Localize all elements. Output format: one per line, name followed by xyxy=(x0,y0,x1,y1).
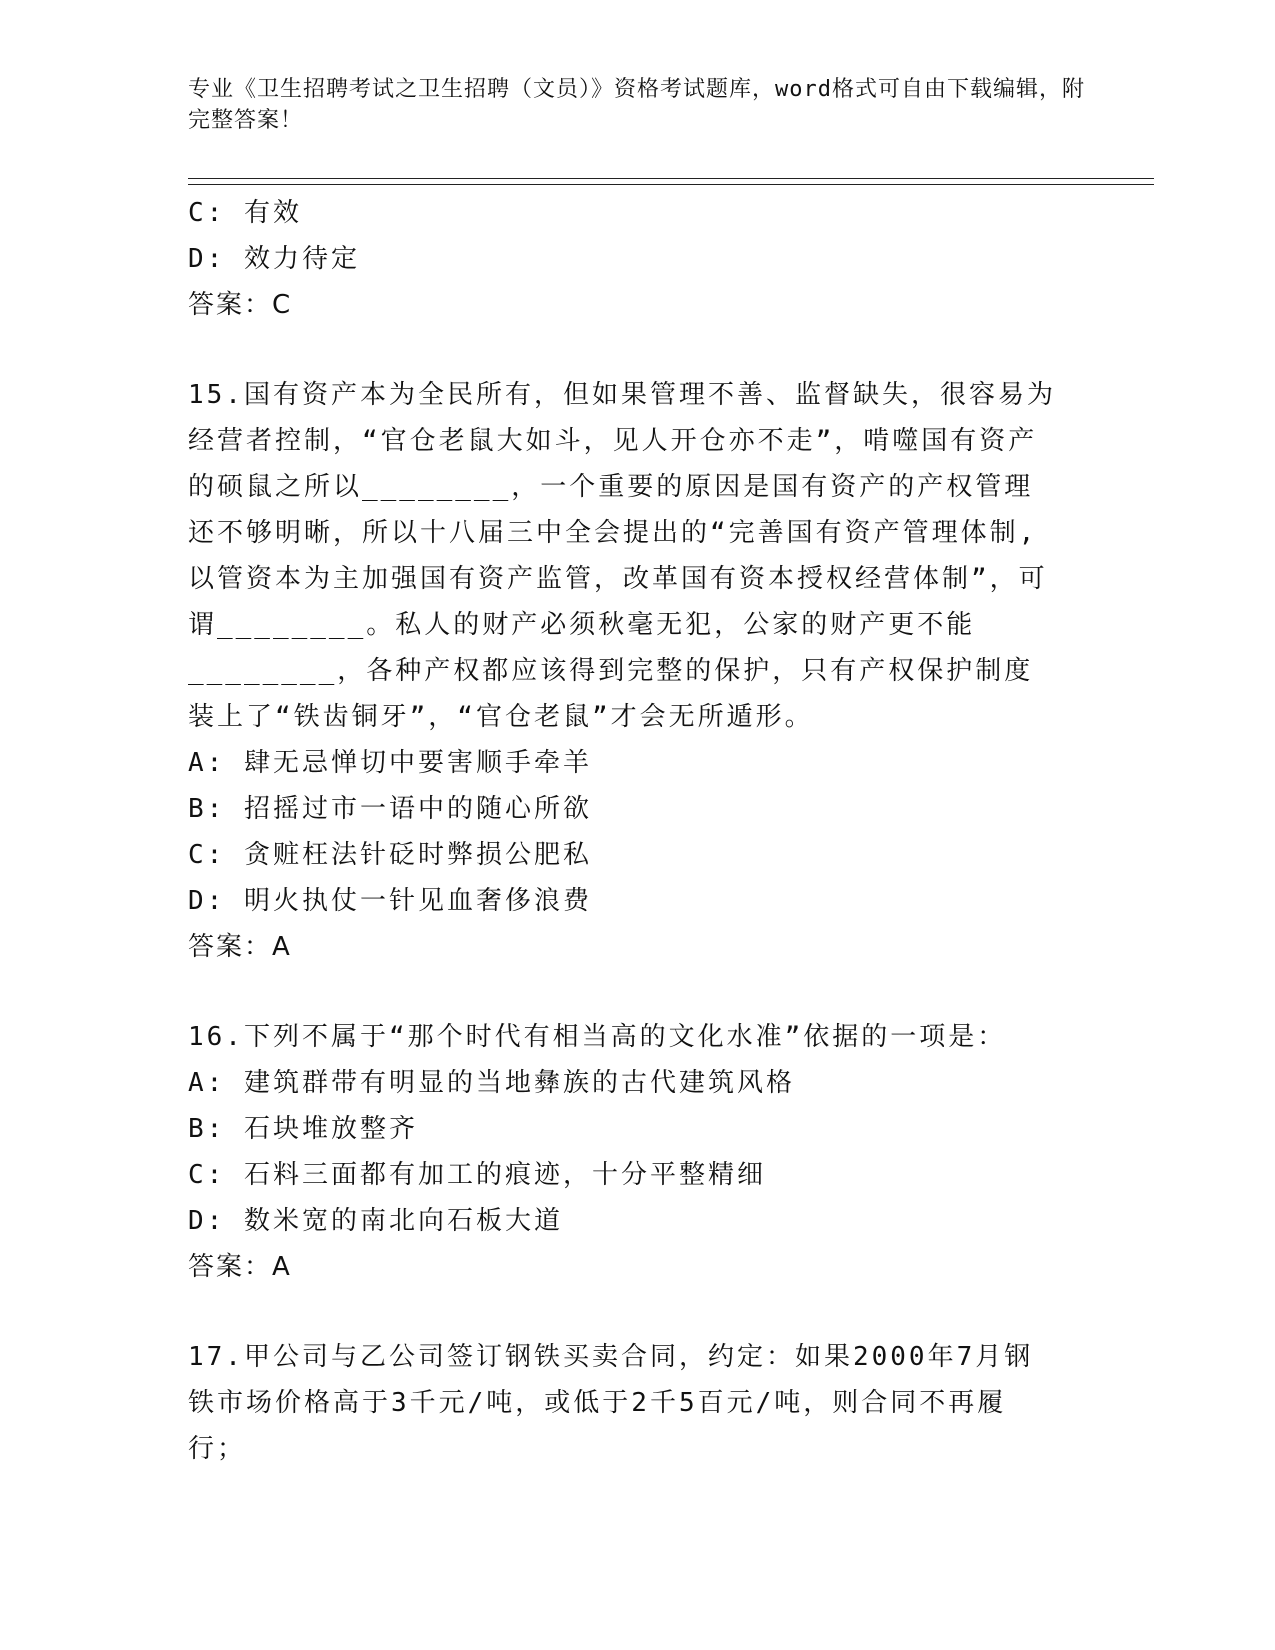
question-text: 15.国有资产本为全民所有，但如果管理不善、监督缺失，很容易为经营者控制，“官仓老鼠大如斗，见人开仓亦不走”，啃噬国有资产的硕鼠之所以________，一个重要的原因是国有资产的产权管理还不够明晰，所以十八届三中全会提出的“完善国有资产管理体制,以管资本为主加强国有资产监管，改革国有资本授权经营体制”，可谓________。私人的财产必须秋毫无犯，公家的财产更不能________，各种产权都应该得到完整的保护，只有产权保护制度装上了“铁齿铜牙”，“官仓老鼠”才会无所遁形。 xyxy=(188,380,1056,732)
option-c: C: 有效 xyxy=(188,198,302,228)
option-a: A: 建筑群带有明显的当地彝族的古代建筑风格 xyxy=(188,1068,795,1098)
option-d: D: 明火执仗一针见血奢侈浪费 xyxy=(188,886,592,916)
question-text: 16.下列不属于“那个时代有相当高的文化水准”依据的一项是： xyxy=(188,1022,1007,1052)
question-15 xyxy=(188,372,1088,970)
option-b: B: 石块堆放整齐 xyxy=(188,1114,418,1144)
option-c: C: 贪赃枉法针砭时弊损公肥私 xyxy=(188,840,592,870)
option-a: A: 肆无忌惮切中要害顺手牵羊 xyxy=(188,748,592,778)
question-17 xyxy=(188,1334,1088,1472)
page-header: 专业《卫生招聘考试之卫生招聘（文员）》资格考试题库，word格式可自由下载编辑，附完整答案！ xyxy=(188,77,1085,133)
header-rule-bottom xyxy=(188,184,1154,185)
spacer xyxy=(188,970,1088,1014)
spacer xyxy=(188,328,1088,372)
header-rule-top xyxy=(188,178,1154,179)
previous-question-tail xyxy=(188,190,1088,328)
option-c: C: 石料三面都有加工的痕迹，十分平整精细 xyxy=(188,1160,766,1190)
question-content xyxy=(188,190,1088,1472)
option-d: D: 效力待定 xyxy=(188,244,360,274)
answer: 答案：A xyxy=(188,1252,292,1282)
answer: 答案：C xyxy=(188,290,293,320)
question-16 xyxy=(188,1014,1088,1290)
option-b: B: 招摇过市一语中的随心所欲 xyxy=(188,794,592,824)
spacer xyxy=(188,1290,1088,1334)
question-text: 17.甲公司与乙公司签订钢铁买卖合同，约定：如果2000年7月钢铁市场价格高于3千元/吨，或低于2千5百元/吨，则合同不再履行； xyxy=(188,1342,1034,1464)
option-d: D: 数米宽的南北向石板大道 xyxy=(188,1206,563,1236)
answer: 答案：A xyxy=(188,932,292,962)
